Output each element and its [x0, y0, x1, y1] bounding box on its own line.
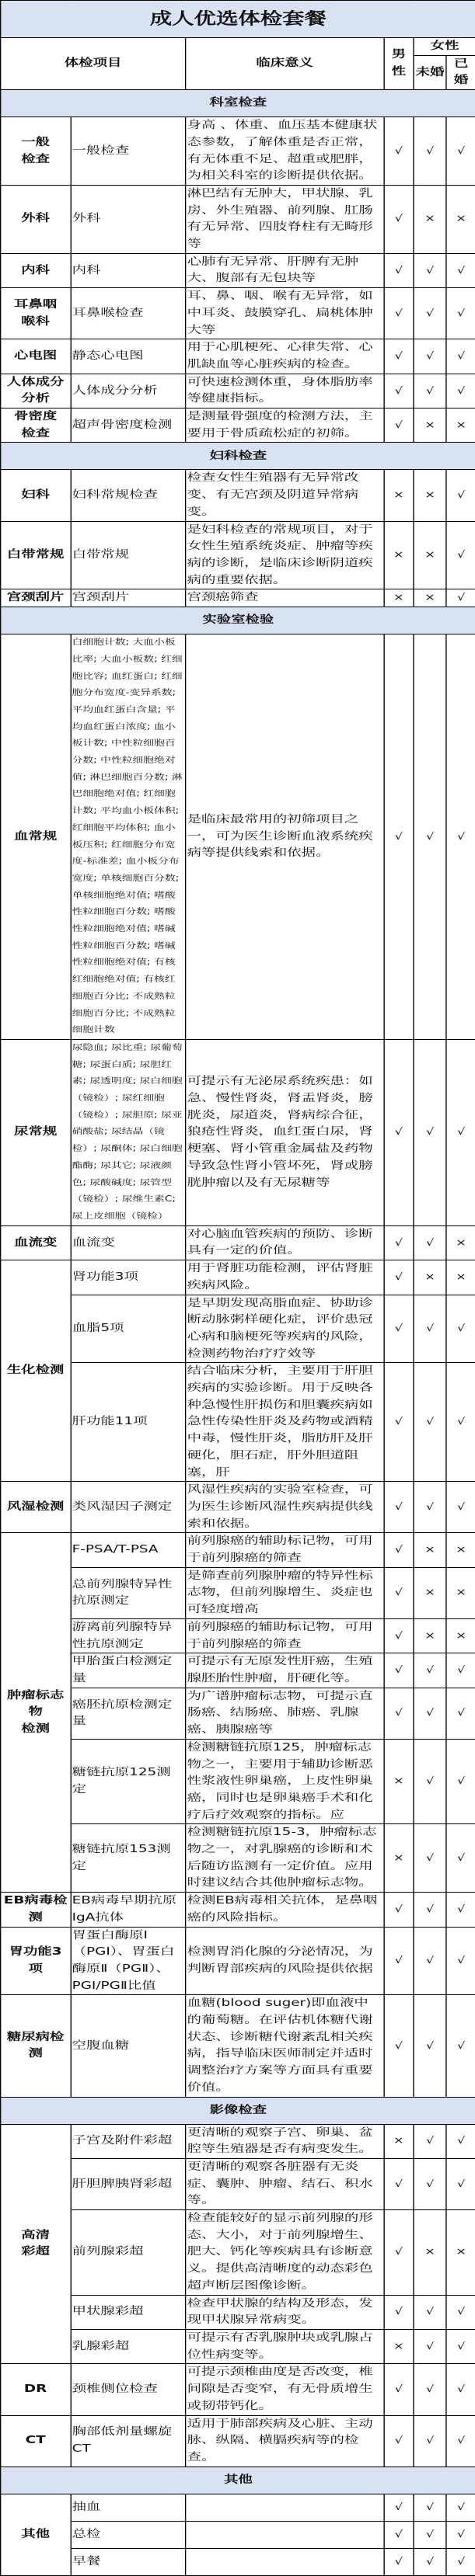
- section-header-row: [1, 2097, 475, 2124]
- unmarried-female-mark: √: [414, 1927, 446, 1995]
- male-mark: √: [384, 2295, 414, 2329]
- clinical-meaning: 检测糖链抗原125，肿瘤标志物之一，主要用于辅助诊断恶性浆液性卵巢癌，上皮性卵巢癌，同时也是卵巢癌手术和化疗后疗效观察的指标。应: [186, 1739, 384, 1824]
- table-row: [1, 1039, 475, 1225]
- table-row: [1, 1927, 475, 1995]
- married-female-mark: ×: [446, 408, 475, 443]
- column-header-unmarried: 未婚: [414, 55, 446, 89]
- married-female-mark: √: [446, 2364, 475, 2415]
- category-label: 人体成分 分析: [1, 374, 71, 408]
- item-name: 游离前列腺特异性抗原测定: [71, 1618, 186, 1653]
- category-label: 外科: [1, 185, 71, 253]
- unmarried-female-mark: ×: [414, 1618, 446, 1653]
- table-row: [1, 2415, 475, 2466]
- table-row: [1, 117, 475, 186]
- clinical-meaning: 用于心肌梗死、心律失常、心肌缺血等心脏疾病的检查。: [186, 339, 384, 374]
- table-row: [1, 374, 475, 408]
- unmarried-female-mark: √: [414, 1363, 446, 1482]
- male-mark: ×: [384, 470, 414, 521]
- clinical-meaning: 检查能较好的显示前列腺的形态、大小，对于前列腺增生、肥大、钙化等疾病具有诊断意义。提供高清晰度的动态彩色超声断层图像诊断。: [186, 2210, 384, 2296]
- column-header-female: 女性: [414, 38, 475, 56]
- table-row: [1, 1893, 475, 1927]
- item-name: 血脂5项: [71, 1295, 186, 1363]
- item-name: 糖链抗原125测定: [71, 1739, 186, 1824]
- item-name: 耳鼻喉检查: [71, 288, 186, 339]
- item-name: 人体成分分析: [71, 374, 186, 408]
- category-label: 其他: [1, 2494, 71, 2575]
- unmarried-female-mark: ×: [414, 1260, 446, 1295]
- clinical-meaning: 是测量骨强度的检测方法，主要用于骨质疏松症的初筛。: [186, 408, 384, 443]
- item-name: 癌胚抗原检测定量: [71, 1688, 186, 1739]
- clinical-meaning: 适用于肺部疾病及心脏、主动脉、纵隔、横膈疾病等的检查。: [186, 2415, 384, 2466]
- item-name: 尿隐血; 尿比重; 尿葡萄糖; 尿蛋白质; 尿胆红素; 尿透明度; 尿白细胞（镜检）; 尿红细胞（镜检）; 尿胆原; 尿亚硝酸盐; 尿结晶（镜检）; 尿酮体; 尿白细胞酯酶; 尿其它; 尿液颜色; 尿酸碱度; 尿管型（镜检）; 尿维生素C; 尿上皮细胞（镜检）: [71, 1039, 186, 1225]
- clinical-meaning: 淋巴结有无肿大，甲状腺、乳房、外生殖器、前列腺、肛肠有无异常、四肢脊柱有无畸形等: [186, 185, 384, 253]
- item-name: 超声骨密度检测: [71, 408, 186, 443]
- unmarried-female-mark: √: [414, 1688, 446, 1739]
- category-label: 内科: [1, 253, 71, 287]
- category-label: DR: [1, 2364, 71, 2415]
- clinical-meaning: 可提示有否乳腺肿块或乳腺占位性病变等。: [186, 2330, 384, 2364]
- section-header-row: [1, 90, 475, 117]
- table-row: [1, 1688, 475, 1739]
- unmarried-female-mark: √: [414, 1039, 446, 1225]
- clinical-meaning: 前列腺癌的辅助标记物，可用于前列腺癌的筛查: [186, 1533, 384, 1567]
- unmarried-female-mark: ×: [414, 408, 446, 443]
- table-row: [1, 1225, 475, 1260]
- clinical-meaning: 是早期发现高脂血症、协助诊断动脉粥样硬化症，评价患冠心病和脑梗死等疾病的风险，检测药物治疗疗效等: [186, 1295, 384, 1363]
- item-name: 抽血: [71, 2494, 186, 2521]
- table-row: [1, 1739, 475, 1824]
- clinical-meaning: 检测糖链抗原15-3，肿瘤标志物之一，对乳腺癌的诊断和术后随访监测有一定价值。应用时建议结合其他肿瘤标志物。: [186, 1824, 384, 1893]
- table-row: [1, 521, 475, 589]
- married-female-mark: √: [446, 589, 475, 607]
- category-label: 宫颈刮片: [1, 589, 71, 607]
- married-female-mark: √: [446, 117, 475, 186]
- table-row: [1, 1260, 475, 1295]
- category-label: 血常规: [1, 634, 71, 1040]
- item-name: 外科: [71, 185, 186, 253]
- table-row: [1, 1995, 475, 2097]
- unmarried-female-mark: √: [414, 2415, 446, 2466]
- clinical-meaning: 为广谱肿瘤标志物，可提示直肠癌、结肠癌、肺癌、乳腺癌、胰腺癌等: [186, 1688, 384, 1739]
- section-title: 实验室检验: [1, 607, 475, 634]
- clinical-meaning: 是筛查前列腺肿瘤的特异性标志物，但前列腺增生、炎症也可轻度增高: [186, 1567, 384, 1618]
- table-row: [1, 1363, 475, 1482]
- page-title: 成人优选体检套餐: [1, 1, 475, 38]
- clinical-meaning: 宫颈癌筛查: [186, 589, 384, 607]
- column-header-married: 已婚: [446, 55, 475, 89]
- unmarried-female-mark: √: [414, 117, 446, 186]
- unmarried-female-mark: √: [414, 1995, 446, 2097]
- male-mark: ×: [384, 2330, 414, 2364]
- male-mark: √: [384, 117, 414, 186]
- unmarried-female-mark: √: [414, 634, 446, 1040]
- married-female-mark: √: [446, 2521, 475, 2548]
- unmarried-female-mark: √: [414, 374, 446, 408]
- male-mark: √: [384, 374, 414, 408]
- section-title: 科室检查: [1, 90, 475, 117]
- item-name: 内科: [71, 253, 186, 287]
- item-name: 血流变: [71, 1225, 186, 1260]
- table-row: [1, 2124, 475, 2158]
- item-name: F-PSA/T-PSA: [71, 1533, 186, 1567]
- category-label: 生化检测: [1, 1260, 71, 1482]
- married-female-mark: √: [446, 521, 475, 589]
- male-mark: √: [384, 1927, 414, 1995]
- category-label: 一般 检查: [1, 117, 71, 186]
- item-name: 白带常规: [71, 521, 186, 589]
- married-female-mark: √: [446, 470, 475, 521]
- unmarried-female-mark: ×: [414, 2210, 446, 2296]
- item-name: 空腹血糖: [71, 1995, 186, 2097]
- married-female-mark: √: [446, 1482, 475, 1533]
- clinical-meaning: [186, 2548, 384, 2575]
- married-female-mark: √: [446, 374, 475, 408]
- item-name: 静态心电图: [71, 339, 186, 374]
- male-mark: √: [384, 2521, 414, 2548]
- category-label: 骨密度 检查: [1, 408, 71, 443]
- item-name: 类风湿因子测定: [71, 1482, 186, 1533]
- married-female-mark: √: [446, 288, 475, 339]
- item-name: 颈椎侧位检查: [71, 2364, 186, 2415]
- unmarried-female-mark: √: [414, 1824, 446, 1893]
- table-row: [1, 1618, 475, 1653]
- clinical-meaning: 是妇科检查的常规项目，对于女性生殖系统炎症、肿瘤等疾病的诊断，是临床诊断阴道疾病的重要依据。: [186, 521, 384, 589]
- section-title: 妇科检查: [1, 443, 475, 470]
- male-mark: ×: [384, 1824, 414, 1893]
- unmarried-female-mark: √: [414, 1739, 446, 1824]
- married-female-mark: √: [446, 1688, 475, 1739]
- clinical-meaning: 更清晰的观察子宫、卵巢、盆腔等生殖器是否有病变发生。: [186, 2124, 384, 2158]
- unmarried-female-mark: ×: [414, 521, 446, 589]
- category-label: 妇科: [1, 470, 71, 521]
- married-female-mark: √: [446, 2330, 475, 2364]
- table-row: [1, 1567, 475, 1618]
- section-title: 其他: [1, 2466, 475, 2494]
- male-mark: √: [384, 2548, 414, 2575]
- married-female-mark: ×: [446, 1567, 475, 1618]
- category-label: 胃功能3项: [1, 1927, 71, 1995]
- clinical-meaning: 检查甲状腺的结构及形态，发现甲状腺异常病变。: [186, 2295, 384, 2329]
- married-female-mark: √: [446, 2295, 475, 2329]
- category-label: 心电图: [1, 339, 71, 374]
- male-mark: √: [384, 1688, 414, 1739]
- table-row: [1, 185, 475, 253]
- category-label: 血流变: [1, 1225, 71, 1260]
- unmarried-female-mark: √: [414, 2330, 446, 2364]
- table-row: [1, 2364, 475, 2415]
- section-header-row: [1, 607, 475, 634]
- married-female-mark: √: [446, 2415, 475, 2466]
- unmarried-female-mark: √: [414, 288, 446, 339]
- male-mark: √: [384, 288, 414, 339]
- item-name: 甲状腺彩超: [71, 2295, 186, 2329]
- clinical-meaning: 前列腺癌的辅助标记物，可用于前列腺癌的筛查: [186, 1618, 384, 1653]
- table-body: [1, 90, 475, 2576]
- male-mark: √: [384, 1618, 414, 1653]
- clinical-meaning: 检查女性生殖器有无异常改变、有无宫颈及阴道异常病变。: [186, 470, 384, 521]
- category-label: 耳鼻咽 喉科: [1, 288, 71, 339]
- male-mark: √: [384, 408, 414, 443]
- unmarried-female-mark: √: [414, 2295, 446, 2329]
- clinical-meaning: 可快速检测体重，身体脂肪率等健康指标。: [186, 374, 384, 408]
- clinical-meaning: [186, 2494, 384, 2521]
- married-female-mark: √: [446, 1927, 475, 1995]
- column-header-meaning: 临床意义: [186, 38, 384, 90]
- clinical-meaning: 可提示颈椎曲度是否改变，椎间隙是否变窄，有无骨质增生或韧带钙化。: [186, 2364, 384, 2415]
- item-name: 胃蛋白酶原Ⅰ（PGⅠ）、胃蛋白酶原Ⅱ（PGⅡ）、PGⅠ/PGⅡ比值: [71, 1927, 186, 1995]
- male-mark: √: [384, 1039, 414, 1225]
- item-name: 子宫及附件彩超: [71, 2124, 186, 2158]
- married-female-mark: √: [446, 339, 475, 374]
- clinical-meaning: [186, 2521, 384, 2548]
- married-female-mark: √: [446, 1739, 475, 1824]
- item-name: 肝胆脾胰肾彩超: [71, 2158, 186, 2209]
- item-name: 妇科常规检查: [71, 470, 186, 521]
- male-mark: √: [384, 2158, 414, 2209]
- male-mark: √: [384, 1567, 414, 1618]
- category-label: 高清 彩超: [1, 2124, 71, 2364]
- table-row: [1, 1653, 475, 1688]
- clinical-meaning: 对心脑血管疾病的预防、诊断具有一定的价值。: [186, 1225, 384, 1260]
- column-header-item: 体检项目: [1, 38, 186, 90]
- married-female-mark: ×: [446, 1260, 475, 1295]
- item-name: 早餐: [71, 2548, 186, 2575]
- category-label: CT: [1, 2415, 71, 2466]
- clinical-meaning: 用于肾脏功能检测，评估肾脏疾病风险。: [186, 1260, 384, 1295]
- married-female-mark: √: [446, 2548, 475, 2575]
- clinical-meaning: 可提示有无原发性肝癌，生殖腺胚胎性肿瘤，肝硬化等。: [186, 1653, 384, 1688]
- column-header-male: 男性: [384, 38, 414, 90]
- category-label: 白带常规: [1, 521, 71, 589]
- married-female-mark: √: [446, 1295, 475, 1363]
- unmarried-female-mark: ×: [414, 470, 446, 521]
- unmarried-female-mark: √: [414, 339, 446, 374]
- married-female-mark: ×: [446, 1533, 475, 1567]
- unmarried-female-mark: ×: [414, 1567, 446, 1618]
- unmarried-female-mark: √: [414, 2548, 446, 2575]
- male-mark: √: [384, 2415, 414, 2466]
- unmarried-female-mark: √: [414, 2521, 446, 2548]
- married-female-mark: √: [446, 2124, 475, 2158]
- unmarried-female-mark: √: [414, 2364, 446, 2415]
- male-mark: √: [384, 339, 414, 374]
- married-female-mark: √: [446, 253, 475, 287]
- unmarried-female-mark: ×: [414, 589, 446, 607]
- unmarried-female-mark: ×: [414, 185, 446, 253]
- table-row: [1, 1533, 475, 1567]
- married-female-mark: ×: [446, 2210, 475, 2296]
- male-mark: √: [384, 1893, 414, 1927]
- unmarried-female-mark: ×: [414, 1533, 446, 1567]
- item-name: 一般检查: [71, 117, 186, 186]
- item-name: 白细胞计数; 大血小板比率; 大血小板数; 红细胞比容; 血红蛋白; 红细胞分布宽度-变异系数; 平均血红蛋白含量; 平均血红蛋白浓度; 血小板计数; 中性粒细胞百分数; 中性粒细胞绝对值; 淋巴细胞百分数; 淋巴细胞绝对值; 红细胞计数; 平均血小板体积; 红细胞平均体积; 血小板压积; 红细胞分布宽度-标准差; 血小板分布宽度; 单核细胞百分数; 单核细胞绝对值; 嗜酸性粒细胞百分数; 嗜酸性粒细胞绝对值; 嗜碱性粒细胞百分数; 嗜碱性粒细胞绝对值; 有核红细胞绝对值; 有核红细胞百分比; 不成熟粒细胞百分比; 不成熟粒细胞计数: [71, 634, 186, 1040]
- item-name: 肝功能11项: [71, 1363, 186, 1482]
- clinical-meaning: 更清晰的观察各脏器有无炎症、囊肿、肿瘤、结石、积水等。: [186, 2158, 384, 2209]
- married-female-mark: √: [446, 634, 475, 1040]
- male-mark: √: [384, 1533, 414, 1567]
- married-female-mark: √: [446, 1363, 475, 1482]
- male-mark: √: [384, 1363, 414, 1482]
- item-name: 肾功能3项: [71, 1260, 186, 1295]
- item-name: 糖链抗原153测定: [71, 1824, 186, 1893]
- married-female-mark: √: [446, 1995, 475, 2097]
- married-female-mark: √: [446, 2158, 475, 2209]
- table-row: [1, 634, 475, 1040]
- married-female-mark: √: [446, 1824, 475, 1893]
- table-row: [1, 2521, 475, 2548]
- table-row: [1, 589, 475, 607]
- category-label: 尿常规: [1, 1039, 71, 1225]
- unmarried-female-mark: √: [414, 253, 446, 287]
- section-title: 影像检查: [1, 2097, 475, 2124]
- clinical-meaning: 可提示有无泌尿系统疾患：如急、慢性肾炎，肾盂肾炎，膀胱炎，尿道炎，肾病综合征，狼疮性肾炎，血红蛋白尿，肾梗塞、肾小管重金属盐及药物导致急性肾小管坏死，肾或膀胱肿瘤以及有无尿糖等: [186, 1039, 384, 1225]
- male-mark: ×: [384, 1739, 414, 1824]
- male-mark: √: [384, 185, 414, 253]
- table-row: [1, 1295, 475, 1363]
- table-row: [1, 2494, 475, 2521]
- unmarried-female-mark: √: [414, 1893, 446, 1927]
- table-row: [1, 2548, 475, 2575]
- clinical-meaning: 身高 、体重、血压基本健康状态参数，了解体重是否正常，有无体重不足、超重或肥胖，为相关科室的诊断提供依据。: [186, 117, 384, 186]
- item-name: EB病毒早期抗原IgA抗体: [71, 1893, 186, 1927]
- male-mark: ×: [384, 589, 414, 607]
- table-row: [1, 2158, 475, 2209]
- category-label: 糖尿病检测: [1, 1995, 71, 2097]
- male-mark: √: [384, 1995, 414, 2097]
- unmarried-female-mark: √: [414, 2124, 446, 2158]
- item-name: 前列腺彩超: [71, 2210, 186, 2296]
- table-row: [1, 339, 475, 374]
- male-mark: √: [384, 2210, 414, 2296]
- clinical-meaning: 心肺有无异常、肝脾有无肿大、腹部有无包块等: [186, 253, 384, 287]
- item-name: 总检: [71, 2521, 186, 2548]
- table-row: [1, 2210, 475, 2296]
- male-mark: ×: [384, 2124, 414, 2158]
- item-name: 宫颈刮片: [71, 589, 186, 607]
- category-label: 风湿检测: [1, 1482, 71, 1533]
- table-row: [1, 470, 475, 521]
- clinical-meaning: 风湿性疾病的实验室检查，可为医生诊断风湿性疾病提供线索和依据。: [186, 1482, 384, 1533]
- unmarried-female-mark: √: [414, 1482, 446, 1533]
- male-mark: √: [384, 253, 414, 287]
- table-row: [1, 253, 475, 287]
- section-header-row: [1, 2466, 475, 2494]
- clinical-meaning: 检测EB病毒相关抗体，是鼻咽癌的风险指标。: [186, 1893, 384, 1927]
- table-row: [1, 1482, 475, 1533]
- male-mark: √: [384, 1653, 414, 1688]
- unmarried-female-mark: √: [414, 1653, 446, 1688]
- category-label: EB病毒检测: [1, 1893, 71, 1927]
- table-row: [1, 2295, 475, 2329]
- clinical-meaning: 结合临床分析，主要用于肝胆疾病的实验诊断。用于反映各种急慢性肝损伤和胆囊疾病如急性传染性肝炎及药物或酒精中毒，慢性肝炎，脂肪肝及肝硬化，胆石症，肝外胆道阻塞，肝: [186, 1363, 384, 1482]
- unmarried-female-mark: √: [414, 1225, 446, 1260]
- unmarried-female-mark: √: [414, 2158, 446, 2209]
- item-name: 胸部低剂量螺旋CT: [71, 2415, 186, 2466]
- male-mark: √: [384, 1225, 414, 1260]
- table-row: [1, 408, 475, 443]
- married-female-mark: ×: [446, 185, 475, 253]
- married-female-mark: √: [446, 2494, 475, 2521]
- clinical-meaning: 血糖(blood suger)即血液中的葡萄糖。在评估机体糖代谢状态、诊断糖代谢紊乱相关疾病，指导临床医师制定并适时调整治疗方案等方面具有重要价值。: [186, 1995, 384, 2097]
- item-name: 乳腺彩超: [71, 2330, 186, 2364]
- unmarried-female-mark: √: [414, 1295, 446, 1363]
- married-female-mark: √: [446, 1893, 475, 1927]
- male-mark: √: [384, 2494, 414, 2521]
- category-label: 肿瘤标志物 检测: [1, 1533, 71, 1893]
- male-mark: ×: [384, 521, 414, 589]
- item-name: 甲胎蛋白检测定量: [71, 1653, 186, 1688]
- section-header-row: [1, 443, 475, 470]
- table-row: [1, 2330, 475, 2364]
- married-female-mark: ×: [446, 1618, 475, 1653]
- male-mark: √: [384, 1260, 414, 1295]
- clinical-meaning: 是临床最常用的初筛项目之一，可为医生诊断血液系统疾病等提供线索和依据。: [186, 634, 384, 1040]
- male-mark: √: [384, 634, 414, 1040]
- table-row: [1, 1824, 475, 1893]
- married-female-mark: ×: [446, 1225, 475, 1260]
- clinical-meaning: 耳、鼻、咽、喉有无异常，如中耳炎、鼓膜穿孔、扁桃体肿大等: [186, 288, 384, 339]
- male-mark: √: [384, 1482, 414, 1533]
- unmarried-female-mark: √: [414, 2494, 446, 2521]
- married-female-mark: √: [446, 1039, 475, 1225]
- male-mark: √: [384, 1295, 414, 1363]
- male-mark: √: [384, 2364, 414, 2415]
- married-female-mark: √: [446, 1653, 475, 1688]
- table-row: [1, 288, 475, 339]
- clinical-meaning: 检测胃消化腺的分泌情况，为判断胃部疾病的风险提供依据: [186, 1927, 384, 1995]
- item-name: 总前列腺特异性抗原测定: [71, 1567, 186, 1618]
